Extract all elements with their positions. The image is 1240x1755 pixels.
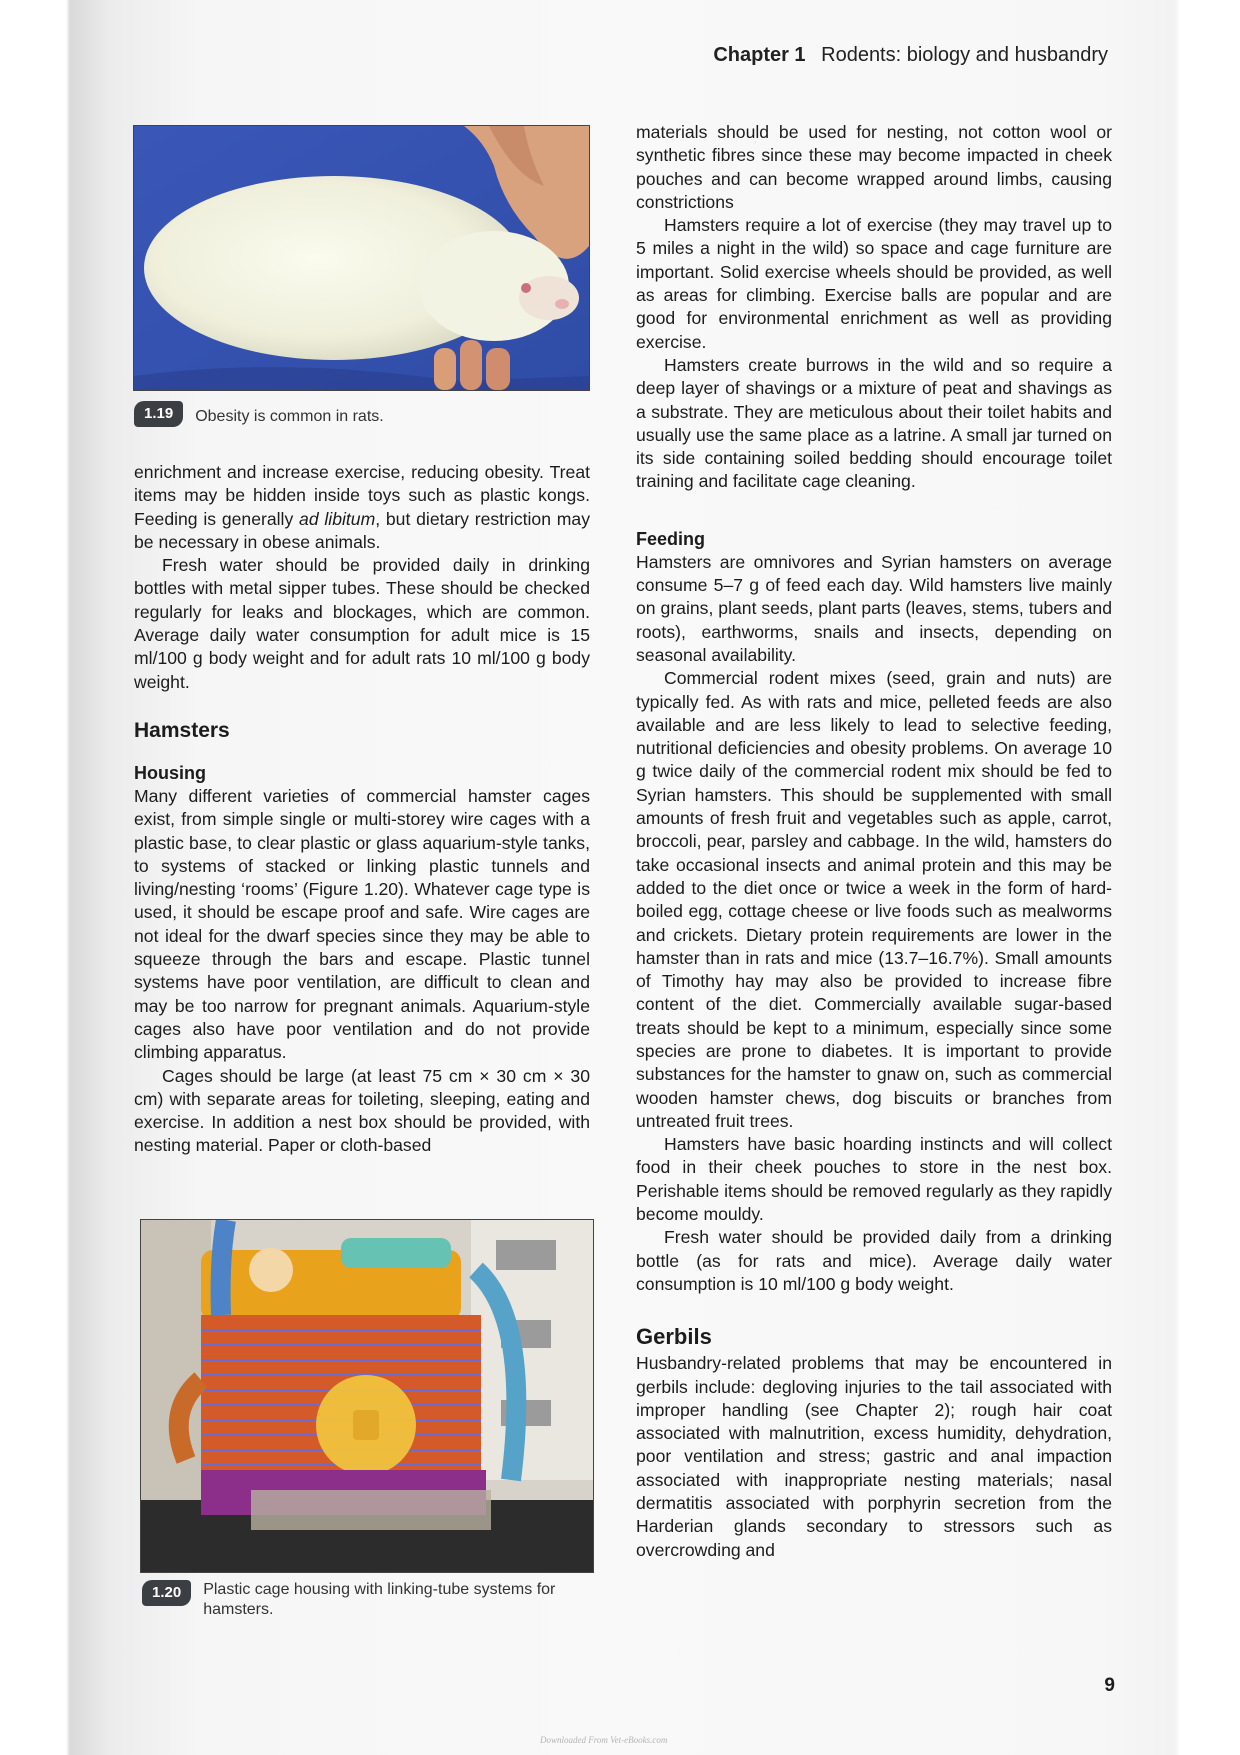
caption-text: Obesity is common in rats. xyxy=(195,408,384,425)
rat-photo-illustration xyxy=(134,126,589,390)
figure-number-badge: 1.20 xyxy=(142,1580,191,1606)
paragraph: enrichment and increase exercise, reducing obesity. Treat items may be hidden inside toys such as plastic kongs. Feeding is generally ad libitum, but dietary restriction may be necessary in obese animals. xyxy=(134,462,590,552)
subsection-heading-feeding: Feeding xyxy=(636,528,706,549)
subsection-heading-housing: Housing xyxy=(134,762,206,783)
chapter-title: Rodents: biology and husbandry xyxy=(821,44,1108,66)
right-text-column xyxy=(636,121,1112,1562)
italic-term: ad libitum xyxy=(299,508,376,529)
paragraph: Commercial rodent mixes (seed, grain and nuts) are typically fed. As with rats and mice, pelleted feeds are also available and are less likely to lead to selective feeding, nutritional deficiencies and obesity problems. On average 10 g twice daily of the commercial rodent mix should be fed to Syrian hamsters. This should be supplemented with small amounts of fresh fruit and vegetables such as apple, carrot, broccoli, pear, parsley and cabbage. In the wild, hamsters do take occasional insects and animal protein and this may be added to the diet once or twice a week in the form of hard-boiled egg, cottage cheese or live foods such as mealworms and crickets. Dietary protein requirements are lower in the hamster than in rats and mice (13.7–16.7%). Small amounts of Timothy hay may also be provided to increase fibre content of the diet. Commercially available sugar-based treats should be kept to a minimum, especially since some species are prone to diabetes. It is important to provide substances for the hamster to gnaw on, such as commercial wooden hamster chews, dog biscuits or branches from untreated fruit trees. xyxy=(636,668,1112,1131)
figure-number-badge: 1.19 xyxy=(134,401,183,427)
page-number: 9 xyxy=(1104,1675,1115,1696)
section-heading-hamsters: Hamsters xyxy=(134,718,230,742)
figure-1-20-image xyxy=(140,1219,594,1573)
paragraph: Hamsters create burrows in the wild and so require a deep layer of shavings or a mixture of peat and shavings as a substrate. They are meticulous about their toilet habits and usually use the same place as a latrine. A small jar turned on its side containing soiled bedding should encourage toilet training and facilitate cage cleaning. xyxy=(636,354,1112,492)
caption-text: Plastic cage housing with linking-tube systems for hamsters. xyxy=(203,1581,556,1618)
paragraph: Hamsters have basic hoarding instincts and will collect food in their cheek pouches to store in the nest box. Perishable items should be removed regularly as they rapidly become mouldy. xyxy=(636,1134,1112,1225)
hamster-cage-photo-illustration xyxy=(141,1220,593,1572)
running-header xyxy=(713,44,1108,67)
figure-1-19-image xyxy=(133,125,590,391)
chapter-label: Chapter 1 xyxy=(713,44,806,66)
figure-1-19-caption xyxy=(134,401,384,427)
paragraph: Husbandry-related problems that may be encountered in gerbils include: degloving injuries to the tail associated with improper handling (see Chapter 2); rough hair coat associated with malnutrition, excess humidity, dehydration, poor ventilation and stress; gastric and anal impaction associated with inappropriate nesting materials; nasal dermatitis associated with porphyrin secretion from the Harderian glands secondary to stressors such as overcrowding and xyxy=(636,1353,1112,1560)
section-heading-gerbils: Gerbils xyxy=(636,1324,712,1350)
paragraph: Many different varieties of commercial hamster cages exist, from simple single or multi-storey wire cages with a plastic base, to clear plastic or glass aquarium-style tanks, to systems of stacked or linking plastic tunnels and living/nesting ‘rooms’ (Figure 1.20). Whatever cage type is used, it should be escape proof and safe. Wire cages are not ideal for the dwarf species since they may be able to squeeze through the bars and escape. Plastic tunnel systems have poor ventilation, are difficult to clean and may be too narrow for pregnant animals. Aquarium-style cages also have poor ventilation and do not provide climbing apparatus. xyxy=(134,785,590,1063)
download-footer: Downloaded From Vet-eBooks.com xyxy=(540,1735,668,1745)
paragraph: Hamsters are omnivores and Syrian hamsters on average consume 5–7 g of feed each day. Wild hamsters live mainly on grains, plant seeds, plant parts (leaves, stems, tubers and roots), earthworms, snails and insects, depending on seasonal availability. xyxy=(636,551,1112,665)
left-text-column xyxy=(134,461,590,1158)
paragraph: Fresh water should be provided daily from a drinking bottle (as for rats and mice). Average daily water consumption is 10 ml/100 g body weight. xyxy=(636,1227,1112,1294)
paragraph: Hamsters require a lot of exercise (they may travel up to 5 miles a night in the wild) so space and cage furniture are important. Solid exercise wheels should be provided, as well as areas for climbing. Exercise balls are popular and are good for environmental enrichment as well as providing exercise. xyxy=(636,215,1112,352)
paragraph: Cages should be large (at least 75 cm × 30 cm × 30 cm) with separate areas for toileting, sleeping, eating and exercise. In addition a nest box should be provided, with nesting material. Paper or cloth-based xyxy=(134,1065,590,1156)
paragraph: Fresh water should be provided daily in drinking bottles with metal sipper tubes. These should be checked regularly for leaks and blockages, which are common. Average daily water consumption for adult mice is 15 ml/100 g body weight and for adult rats 10 ml/100 g body weight. xyxy=(134,555,590,692)
figure-1-20-caption xyxy=(142,1580,592,1620)
paragraph: materials should be used for nesting, not cotton wool or synthetic fibres since these may become impacted in cheek pouches and can become wrapped around limbs, causing constrictions xyxy=(636,122,1112,212)
